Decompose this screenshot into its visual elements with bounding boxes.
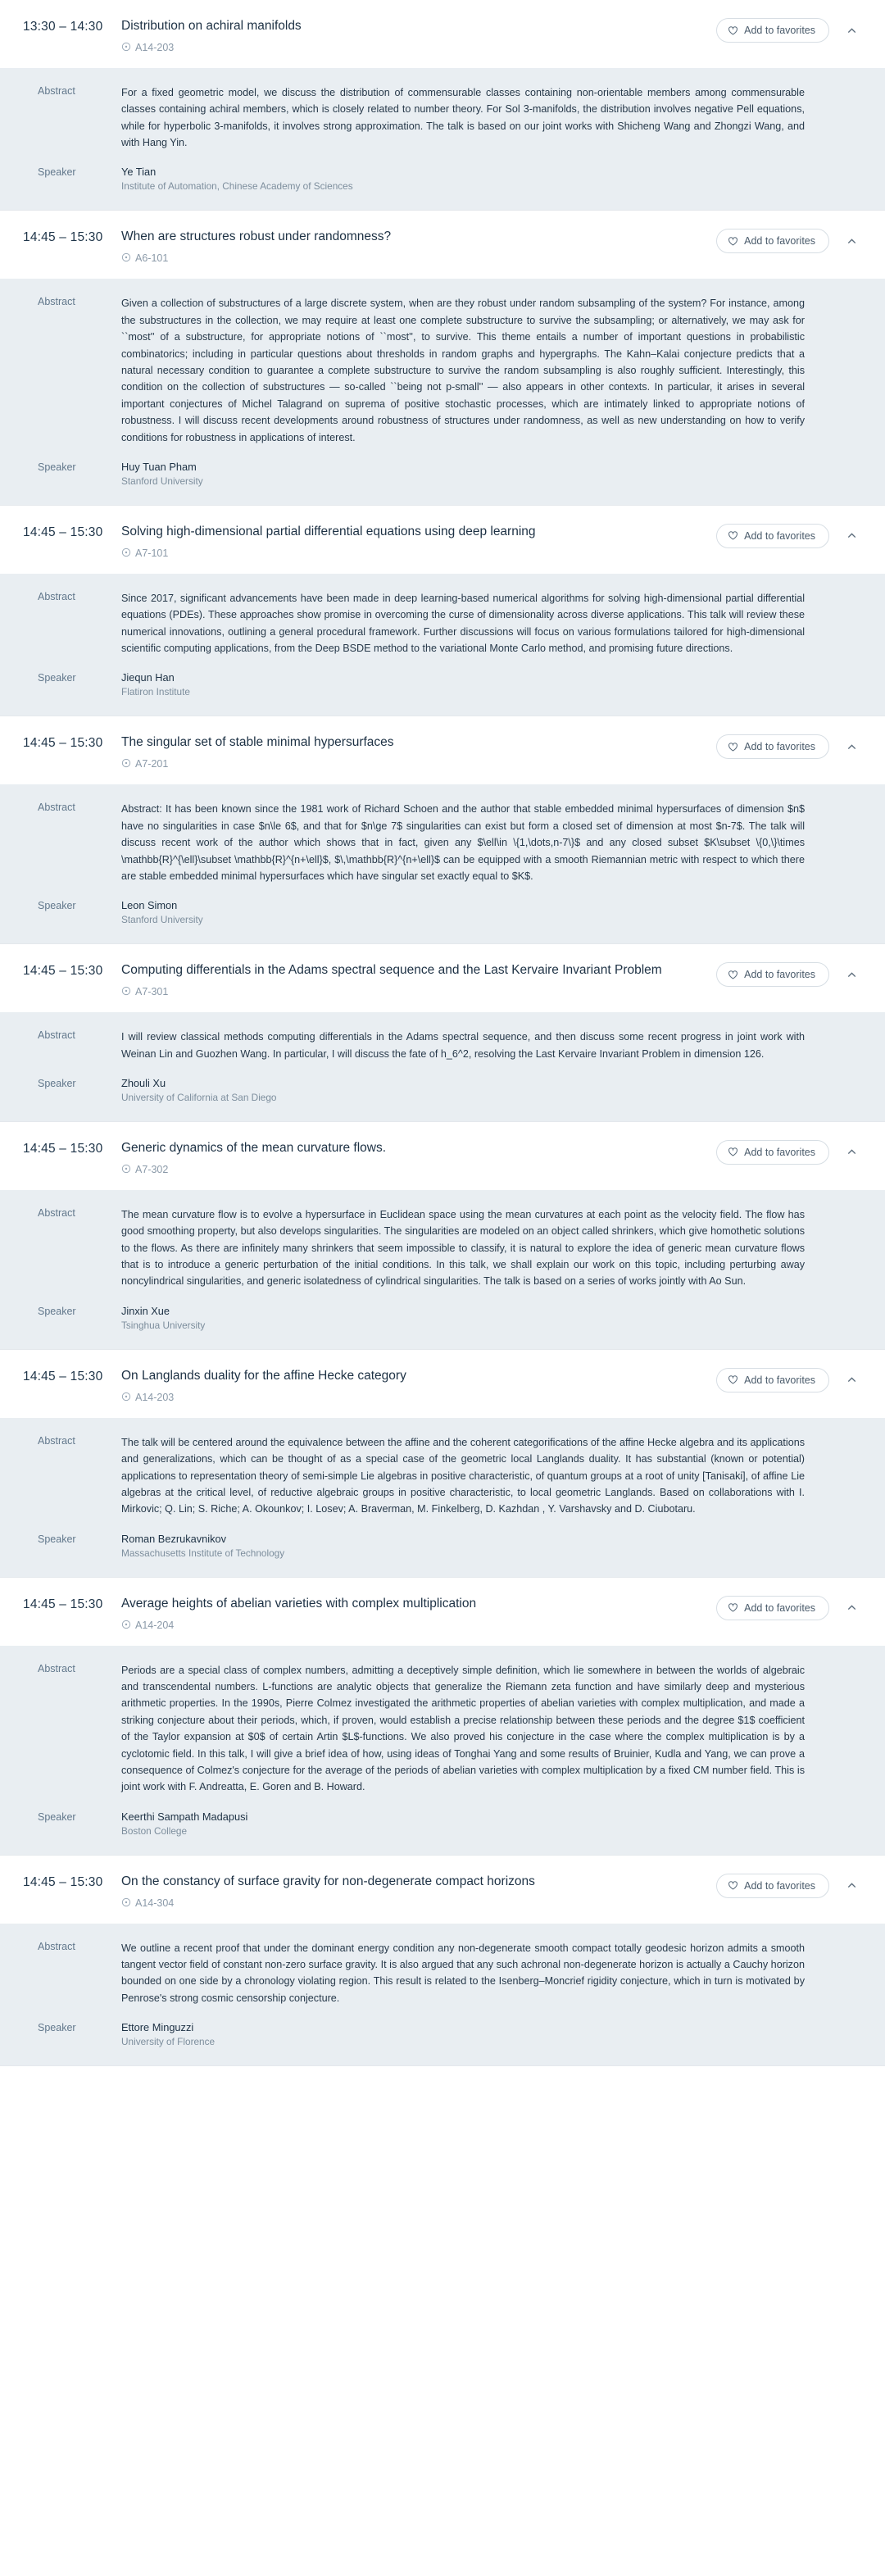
speaker-name: Zhouli Xu <box>121 1076 166 1089</box>
session-room-label: A7-101 <box>135 547 169 559</box>
abstract-text: Given a collection of substructures of a large discrete system, when are they robust under random subsampling of the system? For instance, among the substructures in the collection, we may require at least one complete substructure to survive the subsampling; or alternatively, we may ask for ``most'' of a substructure, for appropriate notions of ``most'', to survive. This theme entails a number of important questions in probabilistic combinatorics; including in particular questions about thresholds in random graphs and hypergraphs. The Kahn–Kalai conjecture predicts that a natural necessary condition to guarantee a complete substructure to survive the random subsampling is also roughly sufficient. Interestingly, this condition on the collection of substructures — so-called ``being not p-small'' — also appears in other contexts. In particular, it arises in several important conjectures of Michel Talagrand on suprema of positive stochastic processes, which are intimately linked to appropriate notions of robustness. I will discuss recent developments around robustness of structures under randomness, as well as new understanding on how to verify conditions for robustness in applications of interest. <box>121 298 805 443</box>
abstract-row <box>23 1662 862 1796</box>
session-card <box>0 716 885 944</box>
session-header <box>0 506 885 574</box>
session-time: 14:45 – 15:30 <box>23 736 103 751</box>
speaker-label: Speaker <box>38 1305 76 1317</box>
abstract-text: For a fixed geometric model, we discuss the distribution of commensurable classes containing non-orientable members among commensurable classes containing achiral members, which is closely related to number theory. For Sol 3-manifolds, the distribution involves negative Pell equations, while for hyperbolic 3-manifolds, it involves strong approximation. The talk is based on our joint works with Shicheng Wang and Zhongzi Wang, and with Hang Yin. <box>121 86 805 149</box>
speaker-name: Roman Bezrukavnikov <box>121 1532 227 1545</box>
session-room <box>121 42 700 53</box>
speaker-label: Speaker <box>38 2022 76 2034</box>
session-header <box>0 211 885 279</box>
speaker-body <box>121 899 862 925</box>
speaker-row <box>23 1077 862 1103</box>
session-header <box>0 716 885 784</box>
collapse-session-button[interactable] <box>841 1142 862 1163</box>
speaker-body <box>121 1533 862 1559</box>
collapse-session-button[interactable] <box>841 964 862 985</box>
session-room <box>121 1897 700 1909</box>
speaker-affiliation: Flatiron Institute <box>121 686 190 698</box>
session-details <box>0 279 885 505</box>
speaker-label: Speaker <box>38 1533 76 1545</box>
collapse-session-button[interactable] <box>841 1370 862 1391</box>
collapse-session-button[interactable] <box>841 736 862 757</box>
session-title: On the constancy of surface gravity for non-degenerate compact horizons <box>121 1874 535 1888</box>
add-to-favorites-label: Add to favorites <box>744 1146 815 1158</box>
speaker-affiliation: Stanford University <box>121 914 203 926</box>
session-title-block <box>121 524 716 559</box>
session-time: 14:45 – 15:30 <box>23 1369 103 1383</box>
add-to-favorites-button[interactable] <box>716 734 829 759</box>
session-actions <box>716 962 862 987</box>
session-room <box>121 547 700 559</box>
session-details <box>0 1012 885 1121</box>
session-header <box>0 1856 885 1924</box>
abstract-label: Abstract <box>38 590 75 602</box>
session-title-block <box>121 1140 716 1175</box>
abstract-body <box>121 84 862 152</box>
session-room-label: A14-304 <box>135 1897 175 1909</box>
session-card <box>0 1122 885 1350</box>
session-room <box>121 1392 700 1403</box>
speaker-row <box>23 899 862 925</box>
speaker-body <box>121 671 862 697</box>
add-to-favorites-button[interactable] <box>716 229 829 253</box>
session-card <box>0 1856 885 2066</box>
speaker-name: Leon Simon <box>121 899 178 912</box>
abstract-text: The mean curvature flow is to evolve a hypersurface in Euclidean space using the mean curvatures at each point as the velocity field. The flow has good smoothing property, but also develops singularities. The singularities are modeled on an object called shrinkers, which give homothetic solutions to the flows. As there are infinitely many shrinkers that seem impossible to classify, it is natural to explore the idea of generic mean curvature flows that is to introduce a generic perturbation of the initial conditions. In this talk, we shall explain our work on this topic, including perturbing away noncylindrical singularities, and generic isolatedness of cylindrical singularities. The talk is based on a series of works jointly with Ao Sun. <box>121 1208 805 1288</box>
session-details <box>0 68 885 211</box>
session-actions <box>716 1368 862 1392</box>
speaker-name: Ye Tian <box>121 166 157 179</box>
speaker-label: Speaker <box>38 1077 76 1089</box>
session-room-label: A14-203 <box>135 41 175 53</box>
location-pin-icon <box>121 758 131 768</box>
add-to-favorites-button[interactable] <box>716 1368 829 1392</box>
abstract-text: I will review classical methods computing differentials in the Adams spectral sequence, and then discuss some recent progress in joint work with Weinan Lin and Guozhen Wang. In particular, I will discuss the fate of h_6^2, resolving the Last Kervaire Invariant Problem in dimension 126. <box>121 1031 805 1060</box>
location-pin-icon <box>121 986 131 996</box>
speaker-row <box>23 166 862 192</box>
add-to-favorites-button[interactable] <box>716 962 829 987</box>
session-actions <box>716 524 862 548</box>
speaker-affiliation: Institute of Automation, Chinese Academy of Sciences <box>121 180 353 193</box>
session-time: 14:45 – 15:30 <box>23 1597 103 1611</box>
abstract-label: Abstract <box>38 1662 75 1674</box>
abstract-body <box>121 1940 862 2007</box>
collapse-session-button[interactable] <box>841 230 862 252</box>
add-to-favorites-label: Add to favorites <box>744 25 815 36</box>
heart-icon <box>728 530 738 541</box>
session-time: 14:45 – 15:30 <box>23 525 103 539</box>
session-room <box>121 986 700 997</box>
abstract-body <box>121 1029 862 1062</box>
speaker-label: Speaker <box>38 461 76 473</box>
session-title-block <box>121 18 716 53</box>
session-time: 14:45 – 15:30 <box>23 1141 103 1156</box>
session-room <box>121 1164 700 1175</box>
add-to-favorites-label: Add to favorites <box>744 1879 815 1892</box>
session-title-block <box>121 229 716 264</box>
session-title-block <box>121 962 716 997</box>
abstract-row <box>23 590 862 657</box>
session-time: 14:45 – 15:30 <box>23 230 103 245</box>
speaker-row <box>23 1810 862 1837</box>
abstract-label: Abstract <box>38 84 75 97</box>
add-to-favorites-label: Add to favorites <box>744 1374 815 1386</box>
session-title: On Langlands duality for the affine Hecke category <box>121 1368 406 1383</box>
location-pin-icon <box>121 1620 131 1629</box>
session-actions <box>716 1874 862 1898</box>
add-to-favorites-label: Add to favorites <box>744 529 815 542</box>
session-time: 14:45 – 15:30 <box>23 1874 103 1889</box>
session-title: Generic dynamics of the mean curvature flows. <box>121 1140 387 1155</box>
abstract-text: The talk will be centered around the equivalence between the affine and the coherent categorifications of the affine Hecke algebra and its applications and generalizations, which can be thought of as a special case of the geometric local Langlands duality. It has substantial (known or potential) applications to representation theory of semi-simple Lie algebras in positive characteristic, of quantum groups at a root of unity [Tanisaki], of affine Lie algebras at the critical level, of reductive algebraic groups in positive characteristic, to local geometric Langlands. Based on collaborations with I. Mirkovic; Q. Lin; S. Riche; A. Okounkov; I. Losev; A. Braverman, M. Finkelberg, D. Kazhdan , Y. Varshavsky and D. Ciubotaru. <box>121 1436 805 1515</box>
session-title: The singular set of stable minimal hypersurfaces <box>121 735 394 750</box>
speaker-row <box>23 671 862 697</box>
abstract-body <box>121 295 862 446</box>
add-to-favorites-button[interactable] <box>716 18 829 43</box>
abstract-row <box>23 1434 862 1518</box>
location-pin-icon <box>121 547 131 557</box>
collapse-session-button[interactable] <box>841 525 862 547</box>
session-title: Solving high-dimensional partial differential equations using deep learning <box>121 524 536 538</box>
add-to-favorites-label: Add to favorites <box>744 235 815 248</box>
session-card <box>0 944 885 1122</box>
abstract-label: Abstract <box>38 1029 75 1042</box>
session-title-block <box>121 1368 716 1403</box>
collapse-session-button[interactable] <box>841 20 862 41</box>
location-pin-icon <box>121 42 131 52</box>
speaker-label: Speaker <box>38 672 76 684</box>
collapse-session-button[interactable] <box>841 1875 862 1897</box>
speaker-body <box>121 461 862 487</box>
session-title-block <box>121 1874 716 1909</box>
speaker-body <box>121 1077 862 1103</box>
speaker-name: Jiequn Han <box>121 671 175 684</box>
session-header <box>0 1122 885 1190</box>
session-actions <box>716 229 862 253</box>
abstract-row <box>23 295 862 446</box>
heart-icon <box>728 1374 738 1385</box>
session-card <box>0 506 885 716</box>
speaker-name: Jinxin Xue <box>121 1304 170 1317</box>
abstract-label: Abstract <box>38 1434 75 1447</box>
abstract-row <box>23 801 862 884</box>
abstract-text: Since 2017, significant advancements have been made in deep learning-based numerical algorithms for solving high-dimensional partial differential equations (PDEs). These approaches show promise in overcoming the curse of dimensionality across diverse applications. This talk will review these numerical innovations, outlining a general procedural framework. Further discussions will focus on various formulations tailored for high-dimensional scientific computing applications, from the Deep BSDE method to the variational Monte Carlo method, and promising future directions. <box>121 592 805 655</box>
speaker-name: Huy Tuan Pham <box>121 460 197 473</box>
session-actions <box>716 18 862 43</box>
session-details <box>0 1190 885 1349</box>
add-to-favorites-button[interactable] <box>716 524 829 548</box>
speaker-name: Keerthi Sampath Madapusi <box>121 1810 248 1823</box>
heart-icon <box>728 236 738 247</box>
speaker-affiliation: Stanford University <box>121 475 203 487</box>
speaker-body <box>121 1810 862 1837</box>
session-details <box>0 1924 885 2066</box>
speaker-body <box>121 1305 862 1331</box>
add-to-favorites-label: Add to favorites <box>744 969 815 981</box>
collapse-session-button[interactable] <box>841 1597 862 1619</box>
session-details <box>0 574 885 716</box>
session-header <box>0 1578 885 1646</box>
add-to-favorites-button[interactable] <box>716 1140 829 1165</box>
speaker-body <box>121 2021 862 2047</box>
session-room-label: A6-101 <box>135 252 169 265</box>
session-title: When are structures robust under randomness? <box>121 229 392 244</box>
session-card <box>0 1350 885 1578</box>
session-actions <box>716 1596 862 1620</box>
add-to-favorites-label: Add to favorites <box>744 741 815 753</box>
abstract-text: Abstract: It has been known since the 1981 work of Richard Schoen and the author that stable embedded minimal hypersurfaces of dimension $n$ have no singularities in case $n\le 6$, and that for $n\ge 7$ singularities can exist but form a closed set of dimension at most $n-7$. The talk will discuss recent work of the author which shows that in fact, given any $\ell\in \{1,\dots,n-7\}$ and any closed subset $K\subset \{0,\}\times \mathbb{R}^{\ell}\subset \mathbb{R}^{n+\ell}$, $\,\mathbb{R}^{n+\ell}$ can be equipped with a smooth Riemannian metric with respect to which there are stable embedded minimal hypersurfaces which have singular set exactly equal to $K$. <box>121 803 805 882</box>
abstract-row <box>23 1206 862 1290</box>
session-room-label: A14-204 <box>135 1619 175 1631</box>
speaker-affiliation: Massachusetts Institute of Technology <box>121 1547 285 1559</box>
session-title-block <box>121 734 716 770</box>
session-room <box>121 758 700 770</box>
abstract-body <box>121 1206 862 1290</box>
session-actions <box>716 1140 862 1165</box>
location-pin-icon <box>121 252 131 262</box>
location-pin-icon <box>121 1392 131 1402</box>
add-to-favorites-button[interactable] <box>716 1874 829 1898</box>
speaker-row <box>23 2021 862 2047</box>
session-header <box>0 1350 885 1418</box>
add-to-favorites-button[interactable] <box>716 1596 829 1620</box>
speaker-affiliation: University of Florence <box>121 2036 216 2048</box>
session-card <box>0 0 885 211</box>
heart-icon <box>728 25 738 36</box>
abstract-row <box>23 1029 862 1062</box>
speaker-affiliation: Boston College <box>121 1824 188 1837</box>
abstract-body <box>121 590 862 657</box>
abstract-label: Abstract <box>38 1206 75 1219</box>
abstract-label: Abstract <box>38 296 75 308</box>
speaker-body <box>121 166 862 192</box>
session-actions <box>716 734 862 759</box>
abstract-body <box>121 1662 862 1796</box>
session-time: 13:30 – 14:30 <box>23 20 103 34</box>
location-pin-icon <box>121 1164 131 1174</box>
session-room-label: A7-201 <box>135 758 169 770</box>
heart-icon <box>728 1602 738 1613</box>
speaker-label: Speaker <box>38 1810 76 1823</box>
session-room <box>121 1620 700 1631</box>
speaker-affiliation: University of California at San Diego <box>121 1091 277 1103</box>
speaker-name: Ettore Minguzzi <box>121 2021 194 2034</box>
session-room-label: A14-203 <box>135 1391 175 1403</box>
abstract-label: Abstract <box>38 1940 75 1952</box>
heart-icon <box>728 970 738 980</box>
session-room-label: A7-302 <box>135 1163 169 1175</box>
session-title-block <box>121 1596 716 1631</box>
session-room <box>121 252 700 264</box>
session-details <box>0 1418 885 1577</box>
abstract-row <box>23 1940 862 2007</box>
speaker-row <box>23 1305 862 1331</box>
session-header <box>0 944 885 1012</box>
speaker-affiliation: Tsinghua University <box>121 1319 206 1331</box>
speaker-label: Speaker <box>38 900 76 912</box>
abstract-row <box>23 84 862 152</box>
session-details <box>0 784 885 943</box>
abstract-body <box>121 1434 862 1518</box>
abstract-text: Periods are a special class of complex numbers, admitting a deceptively simple definition, which lie somewhere in between the worlds of algebraic and transcendental numbers. L-functions are analytic objects that generalize the Riemann zeta function and have similarly deep and mysterious arithmetic properties. In the 1990s, Pierre Colmez investigated the arithmetic properties of abelian varieties with complex multiplication, and made a striking conjecture about their periods, which, if proven, would establish a precise relationship between these periods and the degree $1$ coefficient of the Taylor expansion at $0$ of certain Artin $L$-functions. We also proved his conjecture in the case where the complex multiplication is by a cyclotomic field. In this talk, I will give a brief idea of how, using ideas of Tonghai Yang and some results of Bruinier, Kudla and Yang, we can prove a consequence of Colmez's conjecture for the average of the periods of abelian varieties with complex multiplication by a fixed CM number field. This is joint work with F. Andreatta, E. Goren and B. Howard. <box>121 1664 805 1793</box>
add-to-favorites-label: Add to favorites <box>744 1601 815 1614</box>
abstract-text: We outline a recent proof that under the dominant energy condition any non-degenerate smooth compact totally geodesic horizon admits a smooth tangent vector field of constant non-zero surface gravity. It is also argued that any such achronal non-degenerate horizon is actually a Cauchy horizon bounded on one side by a chronology violating region. This result is related to the Isenberg–Moncrief rigidity conjecture, which in turn is motivated by Penrose's strong cosmic censorship conjecture. <box>121 1942 805 2004</box>
abstract-body <box>121 801 862 884</box>
session-title: Distribution on achiral manifolds <box>121 19 302 33</box>
speaker-row <box>23 1533 862 1559</box>
heart-icon <box>728 1880 738 1891</box>
location-pin-icon <box>121 1897 131 1907</box>
speaker-label: Speaker <box>38 166 76 179</box>
session-card <box>0 1578 885 1856</box>
speaker-row <box>23 461 862 487</box>
session-title: Computing differentials in the Adams spectral sequence and the Last Kervaire Invariant Problem <box>121 963 662 978</box>
abstract-label: Abstract <box>38 802 75 814</box>
session-card <box>0 211 885 505</box>
session-details <box>0 1646 885 1855</box>
heart-icon <box>728 1147 738 1157</box>
session-title: Average heights of abelian varieties with complex multiplication <box>121 1596 477 1611</box>
heart-icon <box>728 742 738 752</box>
session-room-label: A7-301 <box>135 986 169 998</box>
session-header <box>0 0 885 68</box>
session-time: 14:45 – 15:30 <box>23 964 103 979</box>
